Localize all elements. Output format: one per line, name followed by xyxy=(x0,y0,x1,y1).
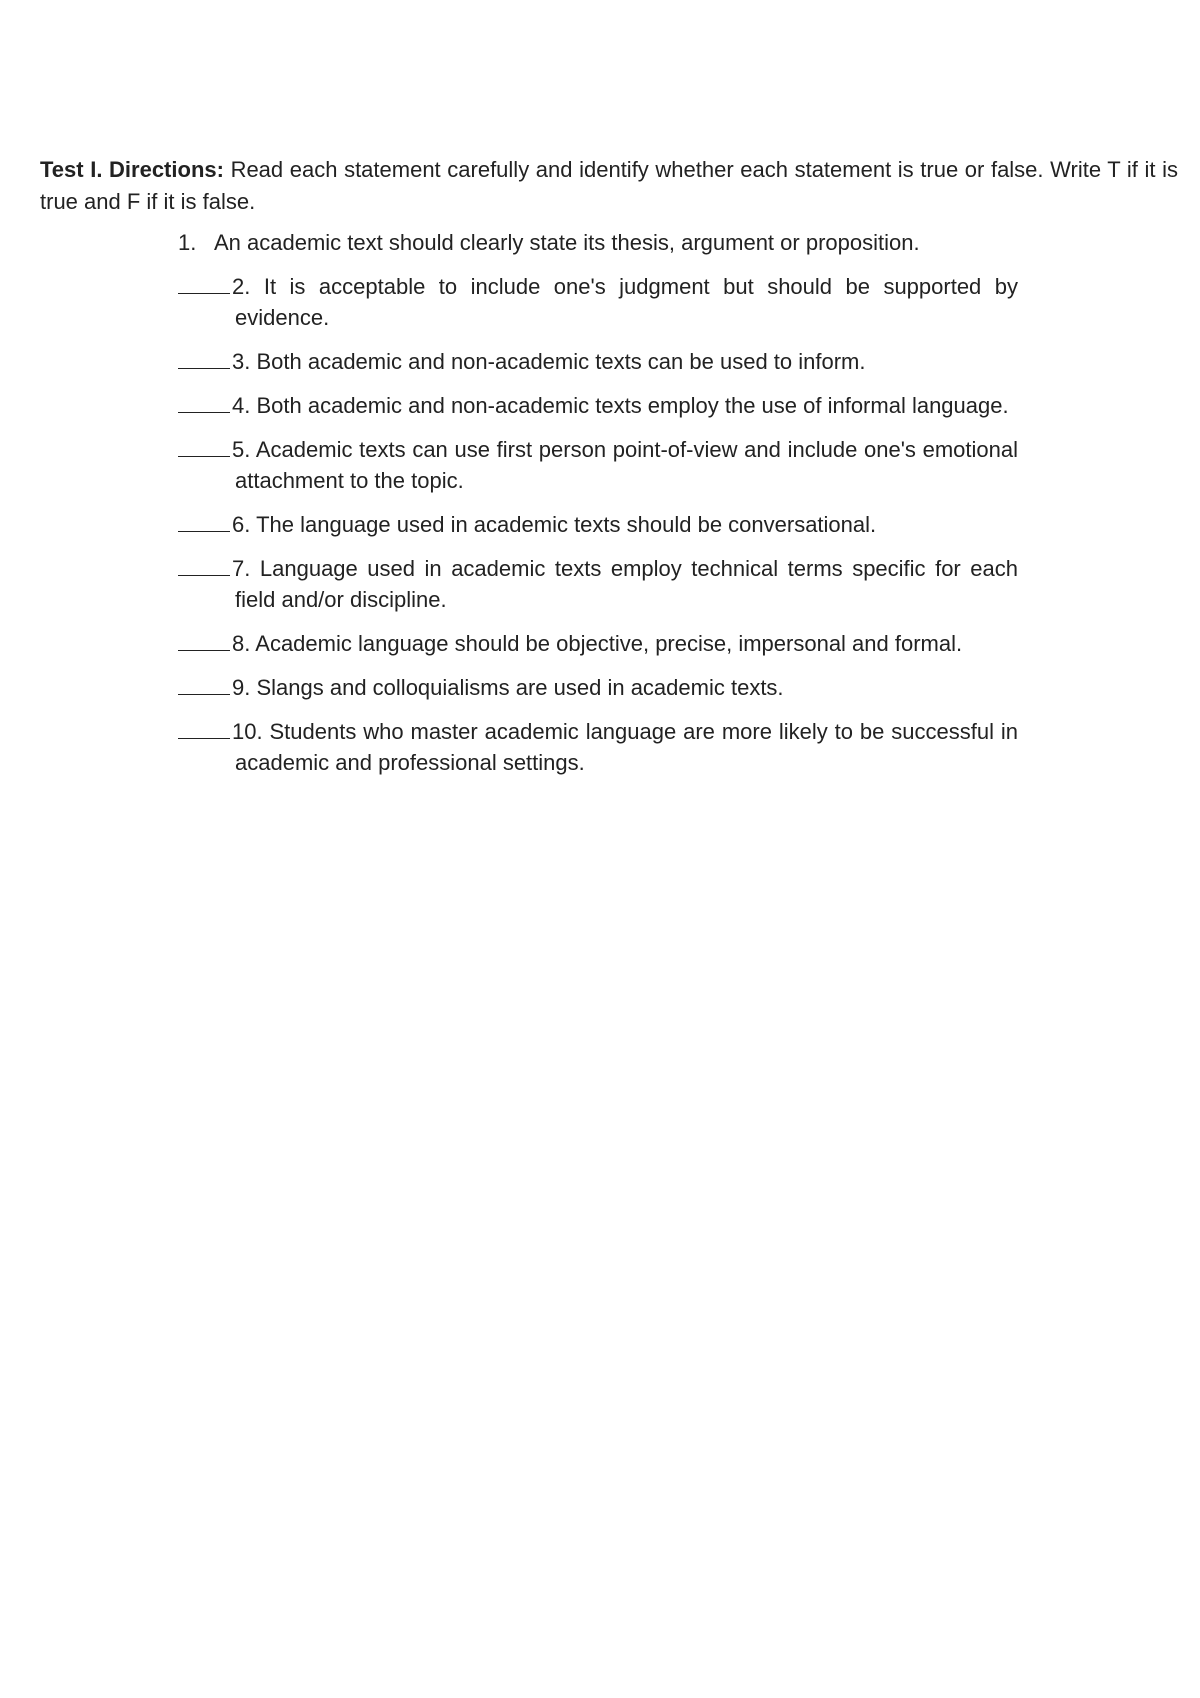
question-number: 2. xyxy=(232,274,251,299)
question-item-9 xyxy=(178,672,1018,703)
question-item-5 xyxy=(178,434,1018,496)
question-number: 9. xyxy=(232,675,251,700)
directions-text: Read each statement carefully and identify whether each statement is true or false. Write T if it is true and F if it is false. xyxy=(40,157,1179,214)
question-text: It is acceptable to include one's judgment but should be supported by evidence. xyxy=(235,274,1018,330)
question-text: Students who master academic language are more likely to be successful in academic and professional settings. xyxy=(235,719,1018,775)
directions-lead: Test I. Directions: xyxy=(40,157,224,182)
answer-blank[interactable] xyxy=(178,630,230,651)
question-item-2 xyxy=(178,271,1018,333)
question-number: 10. xyxy=(232,719,263,744)
question-number: 4. xyxy=(232,393,251,418)
answer-blank[interactable] xyxy=(178,392,230,413)
answer-blank[interactable] xyxy=(178,674,230,695)
answer-blank[interactable] xyxy=(178,555,230,576)
directions-paragraph xyxy=(40,154,1178,218)
question-text: An academic text should clearly state its thesis, argument or proposition. xyxy=(214,230,920,255)
question-item-6 xyxy=(178,509,1018,540)
question-text: Language used in academic texts employ technical terms specific for each field and/or discipline. xyxy=(235,556,1018,612)
answer-blank[interactable] xyxy=(178,273,230,294)
question-number: 5. xyxy=(232,437,251,462)
question-item-1 xyxy=(178,227,1018,258)
question-text: Both academic and non-academic texts can be used to inform. xyxy=(256,349,866,374)
answer-blank[interactable] xyxy=(178,348,230,369)
question-item-4 xyxy=(178,390,1018,421)
question-text: Academic texts can use first person point-of-view and include one's emotional attachment to the topic. xyxy=(235,437,1019,493)
question-number: 1. xyxy=(178,230,197,255)
question-number: 3. xyxy=(232,349,251,374)
answer-blank[interactable] xyxy=(178,718,230,739)
answer-blank[interactable] xyxy=(178,436,230,457)
question-item-3 xyxy=(178,346,1018,377)
question-item-10 xyxy=(178,716,1018,778)
question-text: The language used in academic texts should be conversational. xyxy=(256,512,877,537)
question-number: 8. xyxy=(232,631,251,656)
question-number: 6. xyxy=(232,512,251,537)
question-list xyxy=(178,227,1018,791)
question-text: Academic language should be objective, precise, impersonal and formal. xyxy=(255,631,963,656)
question-text: Both academic and non-academic texts employ the use of informal language. xyxy=(256,393,1009,418)
question-item-8 xyxy=(178,628,1018,659)
question-number: 7. xyxy=(232,556,251,581)
question-item-7 xyxy=(178,553,1018,615)
answer-blank[interactable] xyxy=(178,511,230,532)
question-text: Slangs and colloquialisms are used in academic texts. xyxy=(256,675,784,700)
